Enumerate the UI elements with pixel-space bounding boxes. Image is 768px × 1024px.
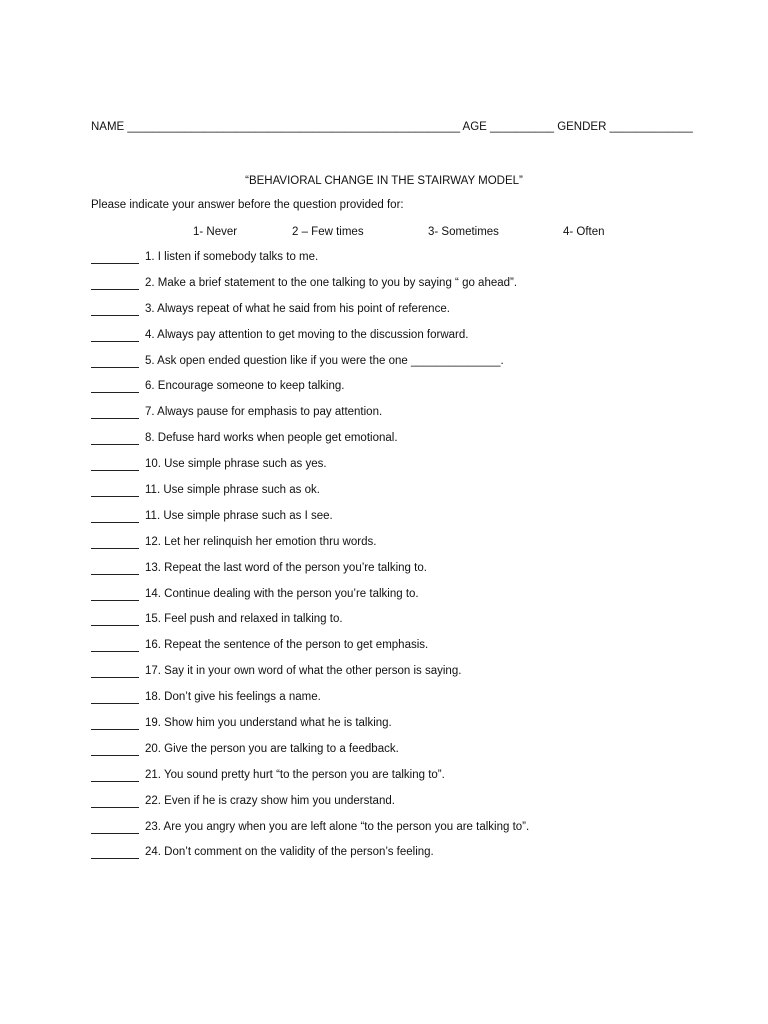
question-text: 15. Feel push and relaxed in talking to. [145, 613, 343, 626]
question-text: 24. Don’t comment on the validity of the person’s feeling. [145, 846, 434, 859]
question-item [91, 484, 731, 510]
answer-blank[interactable] [91, 432, 139, 445]
question-text: 5. Ask open ended question like if you were the one ______________. [145, 354, 504, 367]
question-text: 6. Encourage someone to keep talking. [145, 380, 345, 393]
question-item [91, 355, 731, 381]
question-item [91, 536, 731, 562]
question-text: 11. Use simple phrase such as I see. [145, 509, 333, 522]
answer-blank[interactable] [91, 406, 139, 419]
question-item [91, 458, 731, 484]
answer-blank[interactable] [91, 743, 139, 756]
instruction-text: Please indicate your answer before the question provided for: [91, 199, 404, 211]
question-item [91, 406, 731, 432]
answer-blank[interactable] [91, 355, 139, 368]
answer-blank[interactable] [91, 380, 139, 393]
question-item [91, 277, 731, 303]
question-list [91, 251, 731, 872]
scale-option-often: 4- Often [563, 226, 605, 238]
answer-blank[interactable] [91, 639, 139, 652]
question-item [91, 717, 731, 743]
answer-blank[interactable] [91, 510, 139, 523]
question-text: 11. Use simple phrase such as ok. [145, 484, 320, 497]
question-text: 3. Always repeat of what he said from his point of reference. [145, 302, 450, 315]
answer-blank[interactable] [91, 717, 139, 730]
question-text: 2. Make a brief statement to the one talking to you by saying “ go ahead”. [145, 276, 518, 289]
answer-blank[interactable] [91, 277, 139, 290]
answer-blank[interactable] [91, 303, 139, 316]
answer-blank[interactable] [91, 562, 139, 575]
question-text: 1. I listen if somebody talks to me. [145, 251, 319, 263]
question-item [91, 251, 731, 277]
survey-title: “BEHAVIORAL CHANGE IN THE STAIRWAY MODEL” [245, 175, 523, 187]
answer-blank[interactable] [91, 769, 139, 782]
question-item [91, 846, 731, 872]
question-item [91, 303, 731, 329]
answer-blank[interactable] [91, 329, 139, 342]
answer-blank[interactable] [91, 665, 139, 678]
answer-blank[interactable] [91, 846, 139, 859]
answer-blank[interactable] [91, 821, 139, 834]
question-item [91, 510, 731, 536]
question-text: 18. Don’t give his feelings a name. [145, 691, 321, 704]
question-item [91, 613, 731, 639]
question-item [91, 821, 731, 847]
question-text: 14. Continue dealing with the person you’re talking to. [145, 587, 419, 600]
question-item [91, 665, 731, 691]
question-item [91, 329, 731, 355]
scale-option-never: 1- Never [193, 226, 238, 238]
question-item [91, 588, 731, 614]
question-text: 4. Always pay attention to get moving to the discussion forward. [145, 328, 469, 341]
question-item [91, 432, 731, 458]
question-text: 21. You sound pretty hurt “to the person you are talking to”. [145, 768, 445, 781]
scale-option-few-times: 2 – Few times [292, 226, 364, 238]
respondent-info-line: NAME ____________________________________________________ AGE __________ GENDER _____________ [91, 121, 693, 133]
question-text: 12. Let her relinquish her emotion thru words. [145, 535, 377, 548]
answer-blank[interactable] [91, 691, 139, 704]
question-text: 16. Repeat the sentence of the person to get emphasis. [145, 639, 429, 652]
question-text: 17. Say it in your own word of what the other person is saying. [145, 665, 462, 678]
question-text: 22. Even if he is crazy show him you understand. [145, 794, 395, 807]
question-text: 10. Use simple phrase such as yes. [145, 458, 327, 471]
answer-blank[interactable] [91, 613, 139, 626]
answer-blank[interactable] [91, 251, 139, 264]
answer-blank[interactable] [91, 795, 139, 808]
question-item [91, 380, 731, 406]
question-text: 20. Give the person you are talking to a feedback. [145, 742, 399, 755]
question-text: 8. Defuse hard works when people get emotional. [145, 432, 398, 445]
answer-blank[interactable] [91, 458, 139, 471]
question-text: 13. Repeat the last word of the person you’re talking to. [145, 561, 427, 574]
question-item [91, 691, 731, 717]
question-text: 19. Show him you understand what he is talking. [145, 717, 392, 730]
answer-blank[interactable] [91, 588, 139, 601]
question-item [91, 743, 731, 769]
question-text: 7. Always pause for emphasis to pay attention. [145, 406, 383, 419]
question-item [91, 769, 731, 795]
question-item [91, 795, 731, 821]
question-item [91, 639, 731, 665]
answer-blank[interactable] [91, 484, 139, 497]
scale-option-sometimes: 3- Sometimes [428, 226, 499, 238]
answer-blank[interactable] [91, 536, 139, 549]
question-item [91, 562, 731, 588]
question-text: 23. Are you angry when you are left alone “to the person you are talking to”. [145, 820, 530, 833]
